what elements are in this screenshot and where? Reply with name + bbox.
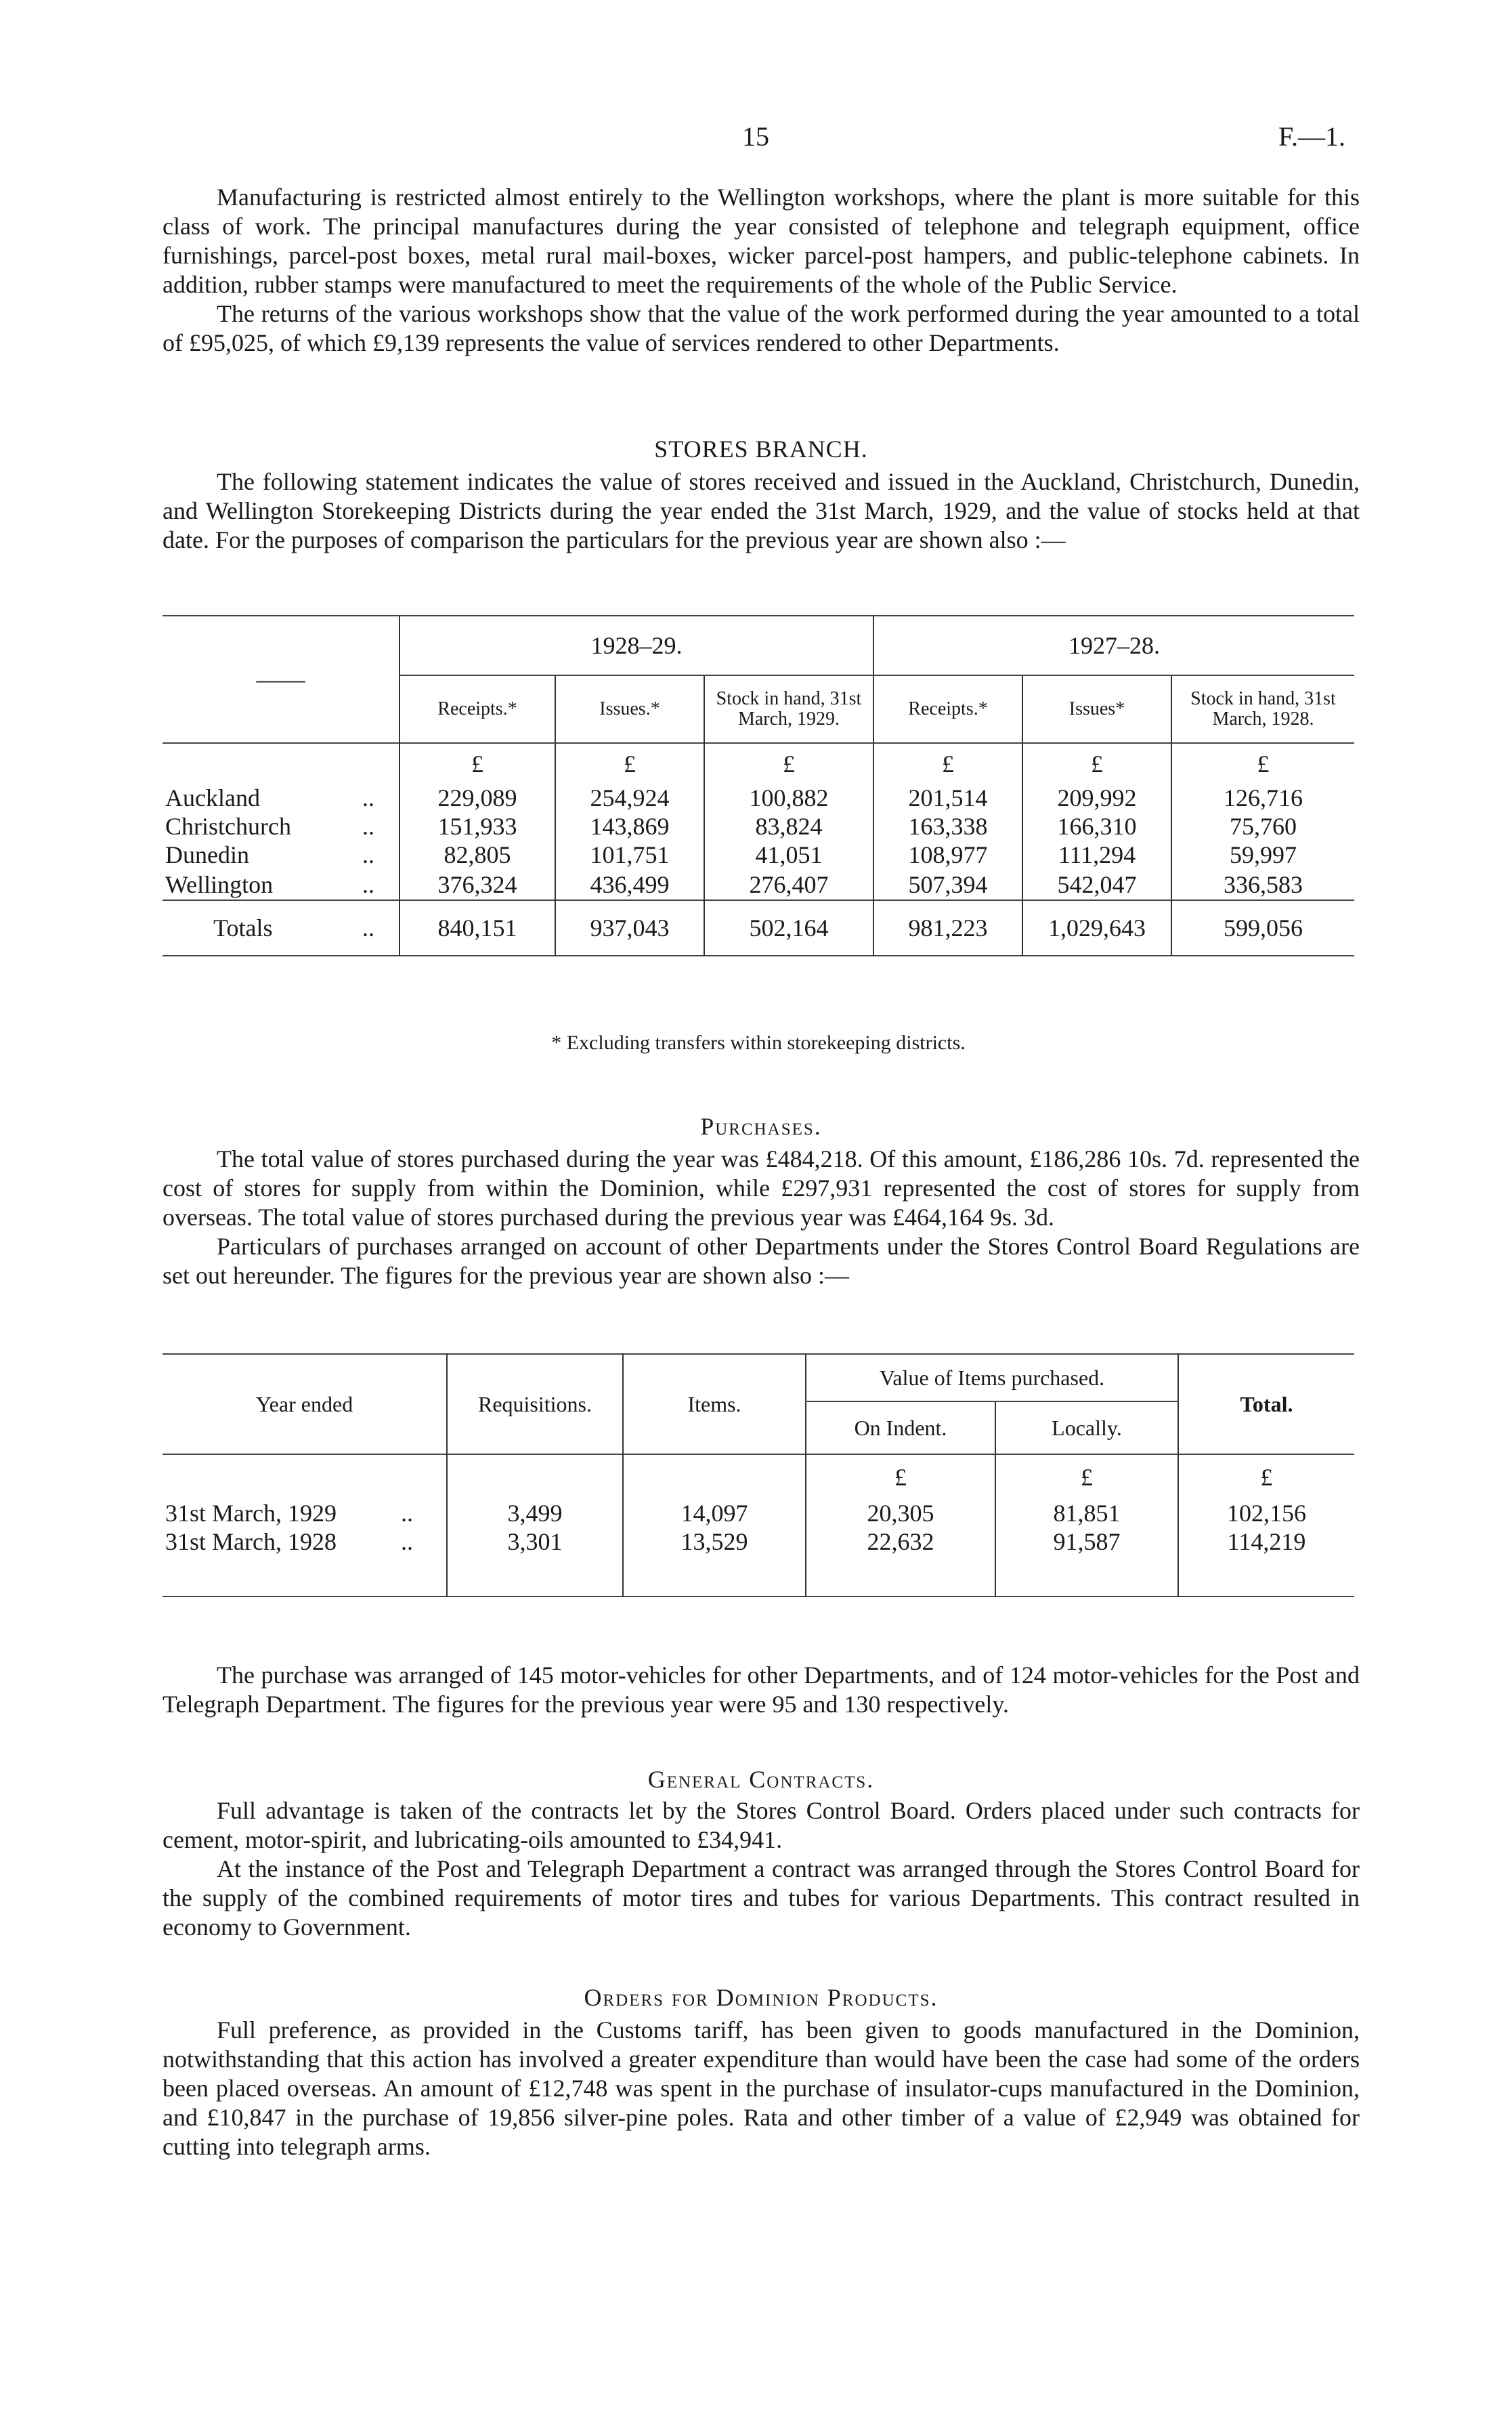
vehicles-section (163, 1661, 1360, 1719)
document-code: F.—1. (1278, 121, 1346, 152)
table-cell: 114,219 (1178, 1527, 1354, 1556)
vehicles-paragraph: The purchase was arranged of 145 motor-vehicles for other Departments, and of 124 motor-vehicles for the Post and Telegraph Department. The figures for the previous year were 95 and 130 respectively. (163, 1662, 1360, 1718)
table-cell: 3,301 (447, 1527, 623, 1556)
col-receipts-1928: Receipts.* (873, 675, 1022, 743)
year-label: 31st March, 1929 (165, 1500, 337, 1527)
year-label: 31st March, 1928 (165, 1528, 337, 1555)
total-cell: 840,151 (399, 900, 555, 956)
col-stock-1928: Stock in hand, 31st March, 1928. (1171, 675, 1354, 743)
contracts-paragraph-2: At the instance of the Post and Telegraph Department a contract was arranged through the Stores Control Board for the supply of the combined requirements of motor tires and tubes for various Departments. This contract resulted in economy to Government. (163, 1855, 1360, 1941)
purchases-paragraph-2: Particulars of purchases arranged on account of other Departments under the Stores Control Board Regulations are set out hereunder. The figures for the previous year are shown also :— (163, 1233, 1360, 1289)
purchases-paragraph-1: The total value of stores purchased during the year was £484,218. Of this amount, £186,286 10s. 7d. represented the cost of stores for supply from within the Dominion, while £297,931 represented the cost of stores for supply from overseas. The total value of stores purchased during the previous year was £464,164 9s. 3d. (163, 1145, 1360, 1231)
col-issues-1928: Issues* (1022, 675, 1171, 743)
totals-label: Totals (213, 914, 273, 942)
purchases-table (163, 1353, 1354, 1597)
general-contracts-heading: General Contracts. (647, 1766, 875, 1793)
intro-section (163, 183, 1360, 358)
table-cell: 14,097 (623, 1499, 806, 1527)
value-group-header: Value of Items purchased. (806, 1354, 1178, 1401)
purchases-section (163, 1145, 1360, 1290)
total-cell: 599,056 (1171, 900, 1354, 956)
unit-label: £ (1022, 743, 1171, 784)
table-cell: 111,294 (1022, 841, 1171, 869)
col-items: Items. (623, 1354, 806, 1454)
table-row (163, 1527, 1354, 1556)
leader-dots: .. (362, 841, 374, 868)
dominion-paragraph: Full preference, as provided in the Customs tariff, has been given to goods manufactured in the Dominion, notwithstanding that this action has involved a greater expenditure than would have been the case had some of the orders been placed overseas. An amount of £12,748 was spent in the purchase of insulator-cups manufactured in the Dominion, and £10,847 in the purchase of 19,856 silver-pine poles. Rata and other timber of a value of £2,949 was obtained for cutting into telegraph arms. (163, 2016, 1360, 2160)
leader-dots: .. (362, 870, 374, 898)
table-cell: 163,338 (873, 812, 1022, 841)
col-on-indent: On Indent. (806, 1401, 995, 1454)
totals-row (163, 900, 1354, 956)
table-cell: 59,997 (1171, 841, 1354, 869)
table-cell: 143,869 (555, 812, 704, 841)
table-cell: 102,156 (1178, 1499, 1354, 1527)
table-cell: 13,529 (623, 1527, 806, 1556)
leader-dots: .. (362, 813, 374, 840)
total-cell: 981,223 (873, 900, 1022, 956)
unit-label: £ (1178, 1454, 1354, 1499)
unit-label: £ (873, 743, 1022, 784)
table-cell: 83,824 (704, 812, 873, 841)
table-row (163, 784, 1354, 812)
stores-paragraph-1: The following statement indicates the value of stores received and issued in the Auckland, Christchurch, Dunedin, and Wellington Storekeeping Districts during the year ended the 31st March, 1929, and the value of stocks held at that date. For the purposes of comparison the particulars for the previous year are shown also :— (163, 468, 1360, 553)
table-cell: 3,499 (447, 1499, 623, 1527)
table-cell: 254,924 (555, 784, 704, 812)
table-cell: 209,992 (1022, 784, 1171, 812)
table-row (163, 841, 1354, 869)
stores-table (163, 615, 1354, 956)
year-1928-29-header: 1928–29. (399, 616, 873, 675)
table-cell: 100,882 (704, 784, 873, 812)
table-cell: 376,324 (399, 869, 555, 900)
dominion-products-heading: Orders for Dominion Products. (584, 1984, 938, 2011)
table-row (163, 869, 1354, 900)
table-cell: 20,305 (806, 1499, 995, 1527)
leader-dots: .. (362, 914, 374, 942)
unit-label: £ (806, 1454, 995, 1499)
col-requisitions: Requisitions. (447, 1354, 623, 1454)
table-row (163, 812, 1354, 841)
district-name: Auckland (165, 784, 260, 811)
table-cell: 101,751 (555, 841, 704, 869)
district-name: Dunedin (165, 841, 249, 868)
leader-dots: .. (362, 784, 374, 811)
table-row (163, 1499, 1354, 1527)
table-cell: 166,310 (1022, 812, 1171, 841)
table-cell: 151,933 (399, 812, 555, 841)
dominion-section (163, 2016, 1360, 2161)
intro-paragraph-1: Manufacturing is restricted almost entirely to the Wellington workshops, where the plant is more suitable for this class of work. The principal manufactures during the year consisted of telephone and telegraph equipment, office furnishings, parcel-post boxes, metal rural mail-boxes, wicker parcel-post hampers, and public-telephone cabinets. In addition, rubber stamps were manufactured to meet the requirements of the whole of the Public Service. (163, 184, 1360, 298)
district-name: Christchurch (165, 813, 291, 840)
table-cell: 81,851 (995, 1499, 1178, 1527)
col-receipts-1929: Receipts.* (399, 675, 555, 743)
table-cell: 542,047 (1022, 869, 1171, 900)
table-cell: 507,394 (873, 869, 1022, 900)
district-name: Wellington (165, 870, 274, 898)
unit-label: £ (995, 1454, 1178, 1499)
table-cell: 201,514 (873, 784, 1022, 812)
total-cell: 502,164 (704, 900, 873, 956)
unit-label: £ (704, 743, 873, 784)
table-cell: 82,805 (399, 841, 555, 869)
stores-footnote: * Excluding transfers within storekeeping districts. (551, 1032, 966, 1054)
page-number: 15 (742, 121, 769, 152)
leader-dots: .. (401, 1500, 413, 1527)
table-cell: 75,760 (1171, 812, 1354, 841)
col-year-ended: Year ended (255, 1391, 353, 1416)
col-stock-1929: Stock in hand, 31st March, 1929. (704, 675, 873, 743)
table-cell: 336,583 (1171, 869, 1354, 900)
total-cell: 1,029,643 (1022, 900, 1171, 956)
table-cell: 22,632 (806, 1527, 995, 1556)
stores-stub-header: —— (256, 666, 305, 693)
table-cell: 91,587 (995, 1527, 1178, 1556)
unit-label: £ (1171, 743, 1354, 784)
contracts-section (163, 1796, 1360, 1942)
col-total: Total. (1178, 1354, 1354, 1454)
purchases-heading: Purchases. (700, 1113, 822, 1140)
table-cell: 436,499 (555, 869, 704, 900)
table-cell: 41,051 (704, 841, 873, 869)
unit-label: £ (399, 743, 555, 784)
table-cell: 276,407 (704, 869, 873, 900)
table-cell: 126,716 (1171, 784, 1354, 812)
intro-paragraph-2: The returns of the various workshops show that the value of the work performed during the year amounted to a total of £95,025, of which £9,139 represents the value of services rendered to other Departments. (163, 300, 1360, 356)
leader-dots: .. (401, 1528, 413, 1555)
stores-branch-heading: STORES BRANCH. (654, 436, 868, 463)
col-locally: Locally. (995, 1401, 1178, 1454)
col-issues-1929: Issues.* (555, 675, 704, 743)
unit-label: £ (555, 743, 704, 784)
year-1927-28-header: 1927–28. (873, 616, 1354, 675)
total-cell: 937,043 (555, 900, 704, 956)
table-cell: 108,977 (873, 841, 1022, 869)
stores-section (163, 467, 1360, 555)
table-cell: 229,089 (399, 784, 555, 812)
contracts-paragraph-1: Full advantage is taken of the contracts let by the Stores Control Board. Orders placed under such contracts for cement, motor-spirit, and lubricating-oils amounted to £34,941. (163, 1797, 1360, 1853)
